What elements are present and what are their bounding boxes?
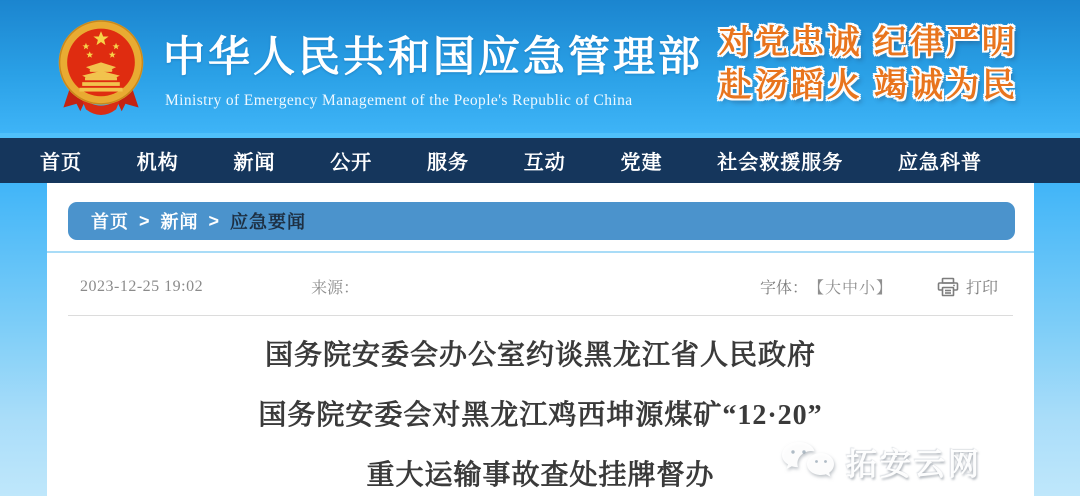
article-title [47, 339, 1034, 492]
nav-item-social-rescue-services[interactable]: 社会救援服务 [717, 152, 844, 174]
font-size-control [760, 275, 893, 298]
breadcrumb-separator: > [208, 210, 221, 231]
printer-icon [937, 277, 959, 297]
breadcrumb-separator: > [139, 210, 151, 231]
breadcrumb-current: 应急要闻 [230, 212, 307, 232]
article-title-line-3: 重大运输事故查处挂牌督办 [366, 460, 715, 491]
nav-item-news[interactable]: 新闻 [233, 152, 276, 174]
watermark-text: 拓安云网 [846, 447, 982, 482]
nav-item-interaction[interactable]: 互动 [523, 152, 566, 174]
article-title-line-2: 国务院安委会对黑龙江鸡西坤源煤矿“12·20” [258, 400, 823, 431]
main-nav [0, 138, 1080, 183]
site-title-block [163, 24, 703, 110]
print-label: 打印 [965, 280, 998, 297]
font-size-options[interactable]: 【大中小】 [807, 280, 893, 297]
site-subtitle: Ministry of Emergency Management of the People's Republic of China [165, 91, 633, 109]
meta-divider [68, 315, 1013, 316]
article-title-line-1: 国务院安委会办公室约谈黑龙江省人民政府 [264, 340, 816, 371]
nav-item-home[interactable]: 首页 [40, 152, 82, 174]
nav-item-disclosure[interactable]: 公开 [330, 152, 373, 174]
article-source-label: 来源： [311, 280, 360, 297]
breadcrumb-home[interactable]: 首页 [91, 212, 129, 232]
content-panel [47, 183, 1034, 496]
breadcrumb-news[interactable]: 新闻 [160, 212, 199, 232]
nav-item-organization[interactable]: 机构 [136, 152, 179, 174]
print-button[interactable] [937, 275, 998, 298]
header-slogan [719, 22, 1018, 108]
national-emblem-icon [54, 17, 148, 121]
breadcrumb [68, 202, 1015, 240]
font-size-label: 字体： [759, 280, 808, 297]
slogan-line-2: 赴汤蹈火 竭诚为民 [718, 68, 1018, 104]
nav-item-emergency-science[interactable]: 应急科普 [898, 152, 982, 174]
site-title: 中华人民共和国应急管理部 [163, 32, 704, 80]
article-box [47, 251, 1034, 496]
nav-item-services[interactable]: 服务 [427, 152, 469, 174]
article-date: 2023-12-25 19:02 [80, 277, 204, 295]
page-background [0, 183, 1080, 496]
article-meta-row [47, 253, 1034, 298]
site-header [0, 0, 1080, 133]
slogan-line-1: 对党忠诚 纪律严明 [718, 25, 1018, 61]
nav-item-party-building[interactable]: 党建 [620, 152, 663, 174]
